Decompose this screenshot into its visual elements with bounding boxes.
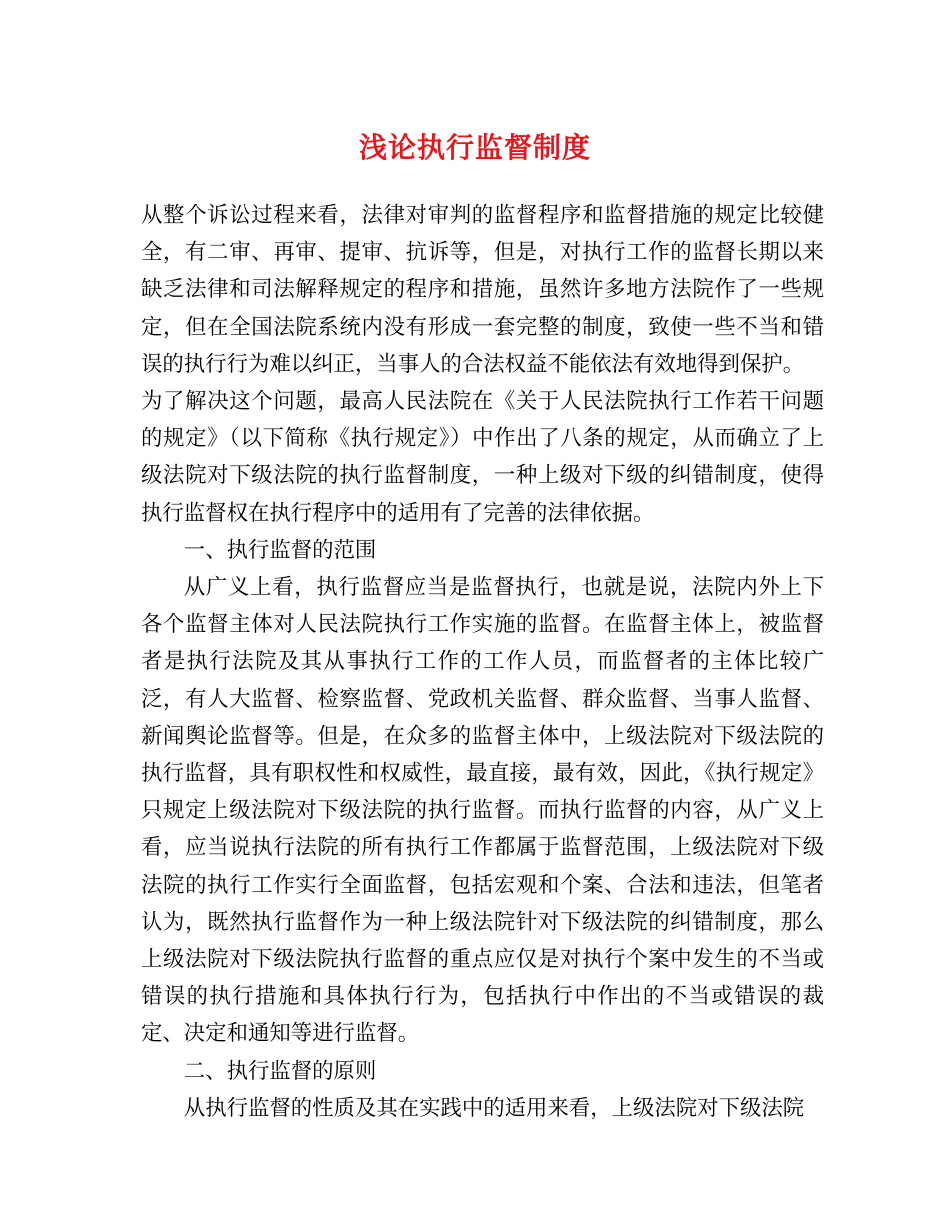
paragraph-1: 从整个诉讼过程来看，法律对审判的监督程序和监督措施的规定比较健全，有二审、再审、提审、抗诉等，但是，对执行工作的监督长期以来缺乏法律和司法解释规定的程序和措施，虽然许多地方法院作了一些规定，但在全国法院系统内没有形成一套完整的制度，致使一些不当和错误的执行行为难以纠正，当事人的合法权益不能依法有效地得到保护。 — [141, 203, 824, 377]
paragraph-2: 为了解决这个问题，最高人民法院在《关于人民法院执行工作若干问题的规定》（以下简称《执行规定》）中作出了八条的规定，从而确立了上级法院对下级法院的执行监督制度，一种上级对下级的纠错制度，使得执行监督权在执行程序中的适用有了完善的法律依据。 — [141, 389, 824, 526]
document-body — [141, 197, 824, 1127]
document-title: 浅论执行监督制度 — [358, 131, 591, 164]
section-heading-principles: 二、执行监督的原则 — [183, 1058, 377, 1084]
paragraph-4: 从执行监督的性质及其在实践中的适用来看，上级法院对下级法院 — [183, 1095, 805, 1121]
section-heading-scope: 一、执行监督的范围 — [183, 537, 377, 563]
paragraph-3: 从广义上看，执行监督应当是监督执行，也就是说，法院内外上下各个监督主体对人民法院执行工作实施的监督。在监督主体上，被监督者是执行法院及其从事执行工作的工作人员，而监督者的主体比较广泛，有人大监督、检察监督、党政机关监督、群众监督、当事人监督、新闻舆论监督等。但是，在众多的监督主体中，上级法院对下级法院的执行监督，具有职权性和权威性，最直接，最有效，因此，《执行规定》只规定上级法院对下级法院的执行监督。而执行监督的内容，从广义上看，应当说执行法院的所有执行工作都属于监督范围，上级法院对下级法院的执行工作实行全面监督，包括宏观和个案、合法和违法，但笔者认为，既然执行监督作为一种上级法院针对下级法院的纠错制度，那么上级法院对下级法院执行监督的重点应仅是对执行个案中发生的不当或错误的执行措施和具体执行行为，包括执行中作出的不当或错误的裁定、决定和通知等进行监督。 — [141, 575, 824, 1047]
